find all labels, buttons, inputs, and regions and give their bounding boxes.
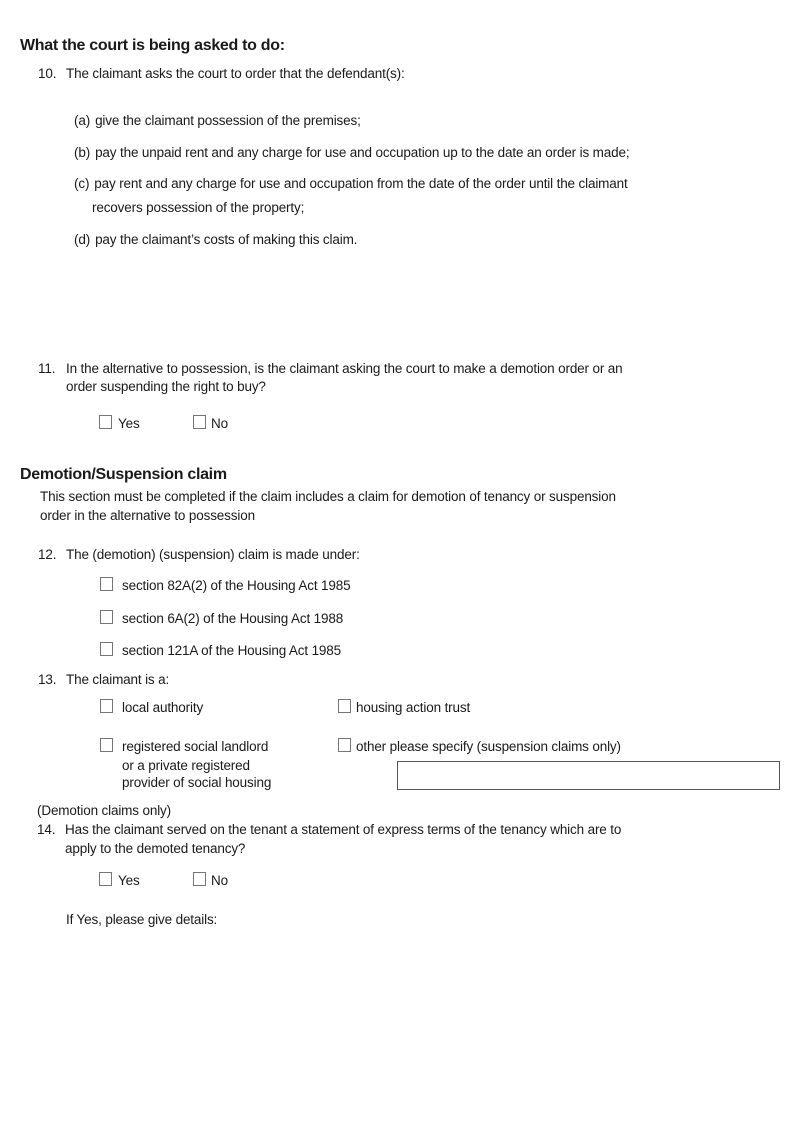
item-10c xyxy=(74,175,628,192)
item-10c-label: (c) xyxy=(74,176,90,191)
item-10c-text-line1: pay rent and any charge for use and occupation from the date of the order until the claimant xyxy=(94,176,628,191)
checkbox-section-82a2-label: section 82A(2) of the Housing Act 1985 xyxy=(122,578,351,593)
item-10a-text: give the claimant possession of the premises; xyxy=(95,113,361,128)
item-10b xyxy=(74,144,629,161)
checkbox-11-yes-label: Yes xyxy=(118,416,140,431)
checkbox-housing-action-trust[interactable] xyxy=(338,699,351,713)
checkbox-housing-action-trust-label: housing action trust xyxy=(356,700,471,715)
item-14-text-line2: apply to the demoted tenancy? xyxy=(65,841,246,856)
checkbox-local-authority-label: local authority xyxy=(122,700,204,715)
item-12-option-82a xyxy=(100,577,350,594)
checkbox-local-authority[interactable] xyxy=(100,699,113,713)
item-11-text-line2: order suspending the right to buy? xyxy=(66,379,266,394)
checkbox-14-no-label: No xyxy=(211,873,228,888)
item-11-number: 11. xyxy=(38,361,56,376)
item-12-option-6a xyxy=(100,610,343,627)
item-13-text: The claimant is a: xyxy=(66,672,170,687)
checkbox-other-specify[interactable] xyxy=(338,738,351,752)
checkbox-14-yes[interactable] xyxy=(99,872,112,886)
item-11-no-option xyxy=(193,415,228,432)
item-10d-label: (d) xyxy=(74,232,91,247)
if-yes-details-prompt: If Yes, please give details: xyxy=(66,912,218,927)
item-12-option-121a xyxy=(100,642,341,659)
checkbox-section-121a[interactable] xyxy=(100,642,113,656)
section2-intro-line1: This section must be completed if the claim includes a claim for demotion of tenancy or suspension xyxy=(40,489,616,504)
checkbox-11-yes[interactable] xyxy=(99,415,112,429)
checkbox-14-no[interactable] xyxy=(193,872,206,886)
item-10b-label: (b) xyxy=(74,145,91,160)
demotion-claims-only-note: (Demotion claims only) xyxy=(37,803,171,818)
item-10c-text-line2: recovers possession of the property; xyxy=(92,200,305,215)
section-heading-demotion-suspension: Demotion/Suspension claim xyxy=(20,466,227,483)
item-10-number: 10. xyxy=(38,66,57,81)
item-12-text: The (demotion) (suspension) claim is made under: xyxy=(66,547,360,562)
item-14-yes-option xyxy=(99,872,140,889)
item-14-text-line1: Has the claimant served on the tenant a statement of express terms of the tenancy which are to xyxy=(65,822,622,837)
checkbox-section-121a-label: section 121A of the Housing Act 1985 xyxy=(122,643,342,658)
item-10d xyxy=(74,231,357,248)
item-11-yes-option xyxy=(99,415,140,432)
item-12-number: 12. xyxy=(38,547,57,562)
registered-social-landlord-label-line2: or a private registered xyxy=(122,758,250,773)
item-10-text: The claimant asks the court to order that the defendant(s): xyxy=(66,66,405,81)
checkbox-11-no[interactable] xyxy=(193,415,206,429)
checkbox-section-6a2[interactable] xyxy=(100,610,113,624)
item-14-no-option xyxy=(193,872,228,889)
section-heading-court-ask: What the court is being asked to do: xyxy=(20,37,285,54)
item-13-option-local-authority xyxy=(100,699,203,716)
item-13-number: 13. xyxy=(38,672,57,687)
item-13-option-housing-action-trust xyxy=(338,699,470,716)
checkbox-11-no-label: No xyxy=(211,416,228,431)
checkbox-section-6a2-label: section 6A(2) of the Housing Act 1988 xyxy=(122,611,344,626)
item-10d-text: pay the claimant’s costs of making this claim. xyxy=(95,232,358,247)
item-10a-label: (a) xyxy=(74,113,91,128)
checkbox-14-yes-label: Yes xyxy=(118,873,140,888)
other-specify-input[interactable] xyxy=(397,761,780,790)
item-14-number: 14. xyxy=(37,822,56,837)
registered-social-landlord-label-line3: provider of social housing xyxy=(122,775,272,790)
item-10b-text: pay the unpaid rent and any charge for use and occupation up to the date an order is made; xyxy=(95,145,630,160)
item-11-text-line1: In the alternative to possession, is the claimant asking the court to make a demotion order or an xyxy=(66,361,623,376)
item-13-option-other xyxy=(338,738,621,755)
checkbox-other-specify-label: other please specify (suspension claims only) xyxy=(356,739,621,754)
section2-intro-line2: order in the alternative to possession xyxy=(40,508,255,523)
item-10a xyxy=(74,112,361,129)
checkbox-section-82a2[interactable] xyxy=(100,577,113,591)
item-13-option-registered-social-landlord xyxy=(100,738,268,755)
checkbox-registered-social-landlord[interactable] xyxy=(100,738,113,752)
checkbox-registered-social-landlord-label: registered social landlord xyxy=(122,739,269,754)
